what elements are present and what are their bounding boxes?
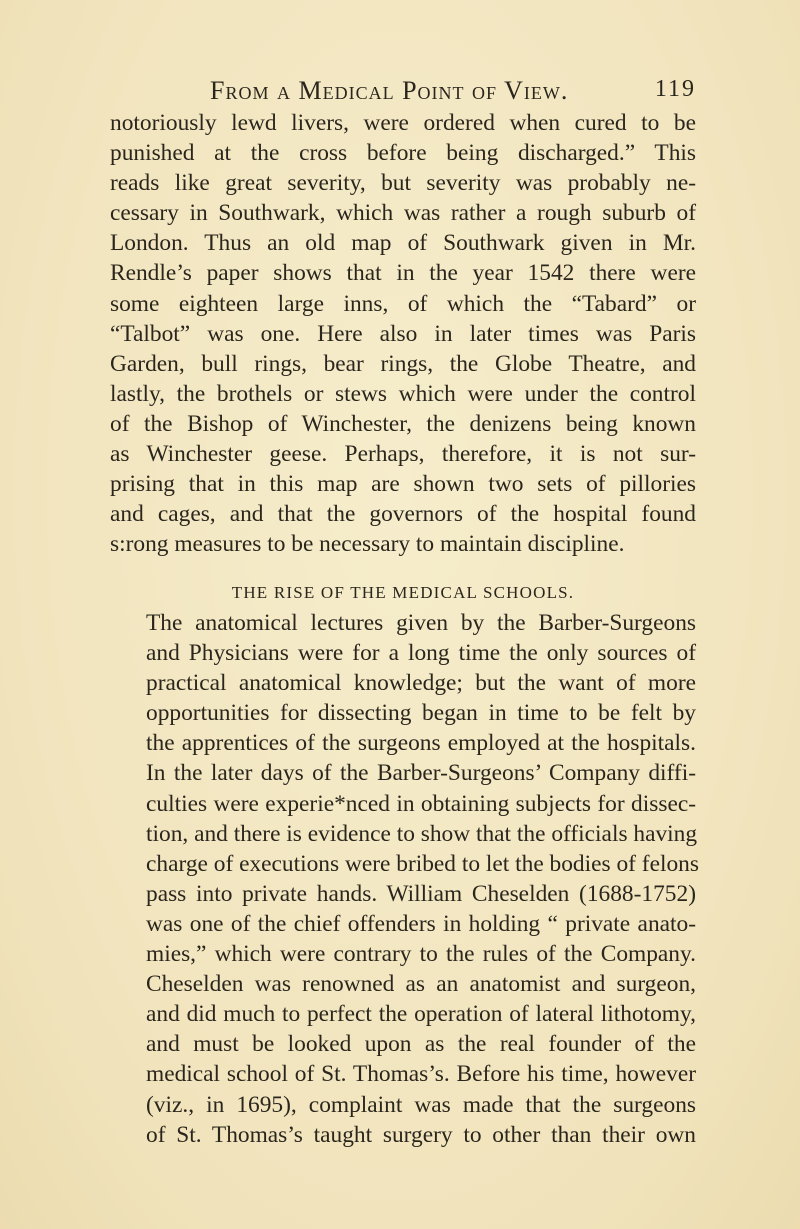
running-title: From a Medical Point of View. — [210, 76, 569, 105]
text-line: some eighteen large inns, of which the “Tabard” or — [110, 290, 696, 317]
text-line: Garden, bull rings, bear rings, the Globe Theatre, and — [110, 350, 696, 377]
text-line: mies,” which were contrary to the rules of the Company. — [146, 941, 696, 968]
text-line: opportunities for dissecting began in time to be felt by — [146, 700, 696, 727]
text-line: London. Thus an old map of Southwark given in Mr. — [110, 230, 696, 257]
text-line: tion, and there is evidence to show that the officials having — [146, 820, 698, 847]
text-line: culties were experie*nced in obtaining subjects for dissec- — [146, 790, 696, 817]
text-line: s:rong measures to be necessary to maintain discipline. — [110, 531, 625, 558]
text-line: was one of the chief offenders in holding “ private anato- — [146, 910, 696, 937]
text-line: reads like great severity, but severity was probably ne- — [110, 170, 696, 197]
text-line: and Physicians were for a long time the only sources of — [146, 640, 696, 667]
text-line: and must be looked upon as the real founder of the — [146, 1031, 696, 1058]
text-line: notoriously lewd livers, were ordered when cured to be — [110, 110, 696, 136]
text-line: of St. Thomas’s taught surgery to other than their own — [146, 1121, 696, 1148]
text-line: “Talbot” was one. Here also in later times was Paris — [110, 320, 696, 347]
text-line: The anatomical lectures given by the Barber-Surgeons — [146, 610, 696, 636]
text-line: Cheselden was renowned as an anatomist and surgeon, — [146, 971, 696, 998]
text-line: cessary in Southwark, which was rather a rough suburb of — [110, 200, 696, 227]
page-number: 119 — [654, 76, 696, 102]
text-line: and did much to perfect the operation of lateral lithotomy, — [146, 1001, 696, 1028]
text-line: practical anatomical knowledge; but the want of more — [146, 670, 696, 697]
text-line: punished at the cross before being discharged.” This — [110, 140, 696, 167]
text-line: and cages, and that the governors of the hospital found — [110, 501, 696, 528]
text-line: prising that in this map are shown two sets of pillories — [110, 471, 696, 498]
text-line: Rendle’s paper shows that in the year 1542 there were — [110, 260, 696, 287]
text-line: In the later days of the Barber-Surgeons’ Company diffi- — [146, 760, 696, 787]
text-line: pass into private hands. William Cheselden (1688-1752) — [146, 880, 696, 907]
paragraph-2 — [110, 608, 699, 1150]
text-line: the apprentices of the surgeons employed at the hospitals. — [146, 730, 696, 757]
text-line: of the Bishop of Winchester, the denizens being known — [110, 410, 696, 437]
paragraph-1 — [110, 108, 696, 559]
text-line: charge of executions were bribed to let the bodies of felons — [146, 850, 699, 877]
running-head — [110, 76, 696, 106]
text-line: lastly, the brothels or stews which were under the control — [110, 380, 696, 407]
section-heading: THE RISE OF THE MEDICAL SCHOOLS. — [231, 583, 575, 602]
text-line: (viz., in 1695), complaint was made that the surgeons — [146, 1091, 696, 1118]
text-line: medical school of St. Thomas’s. Before his time, however — [146, 1061, 696, 1088]
text-line: as Winchester geese. Perhaps, therefore, it is not sur- — [110, 441, 696, 468]
